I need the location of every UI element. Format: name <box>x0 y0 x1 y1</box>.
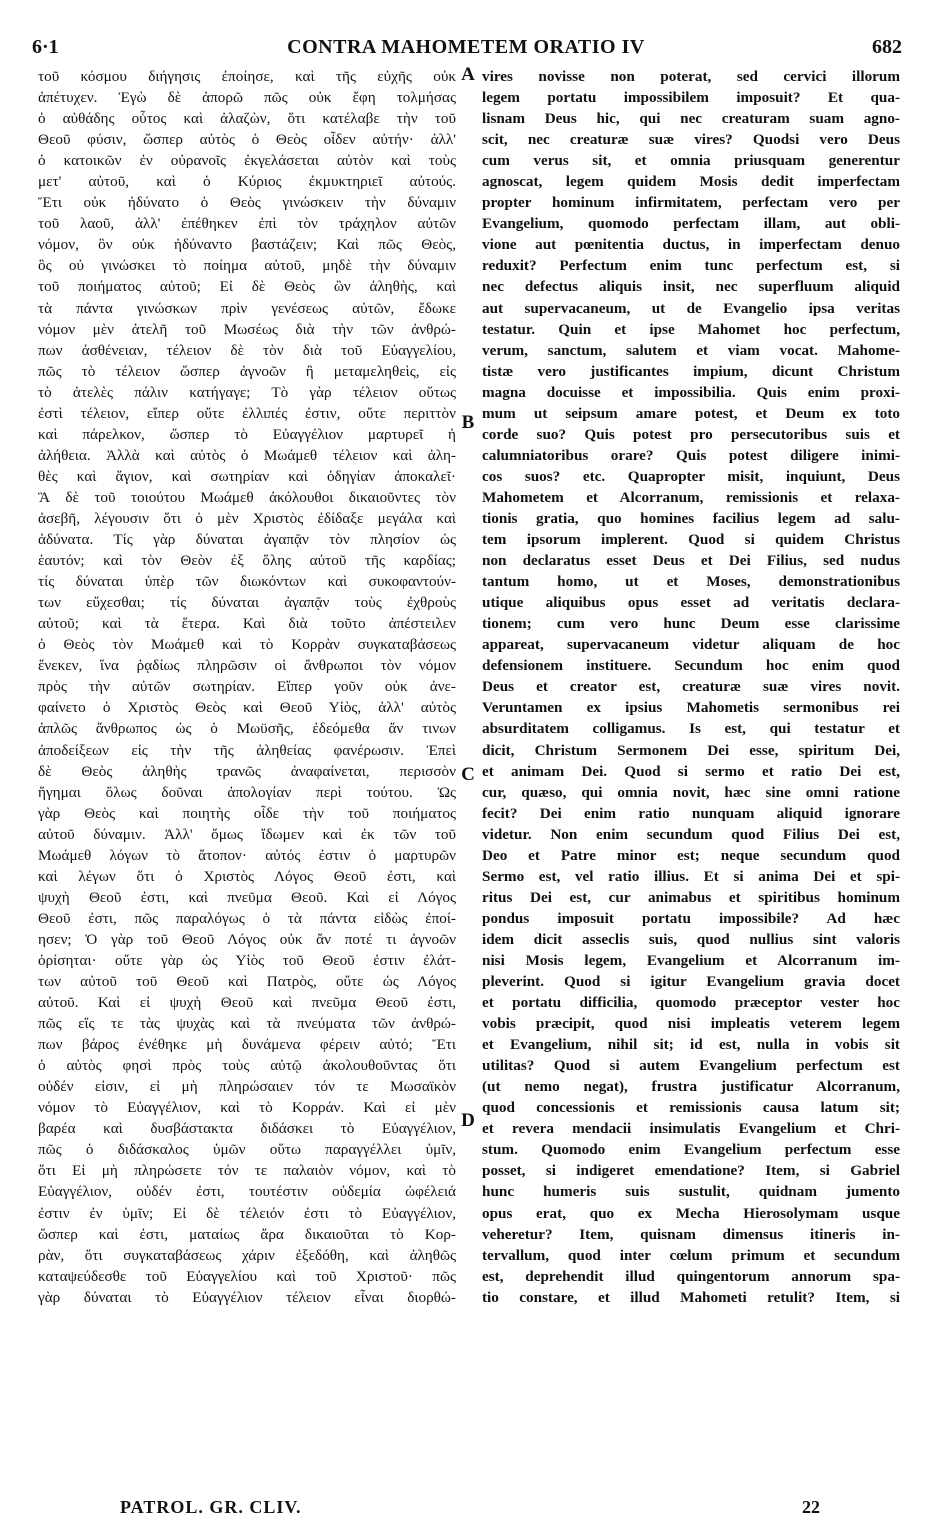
latin-text-line: opus erat, quo ex Mecha Hierosolymam usque <box>482 1204 900 1222</box>
greek-text-line: νόμον, ὃν οὐκ ἠδύναντο βαστάζειν; Καὶ πῶς Θεὸς, <box>38 236 456 254</box>
latin-text-line: mum ut seipsum amare potest, et Deum ex toto <box>482 404 900 422</box>
latin-text-line: Evangelium, quomodo perfectam illam, aut obli- <box>482 215 900 233</box>
greek-text-line: ὁ κατοικῶν ἐν οὐρανοῖς ἐκγελάσεται αὐτὸν καὶ τοὺς <box>38 152 456 170</box>
latin-text-line: videtur. Non enim secundum quod Filius Dei est, <box>482 825 900 843</box>
greek-text-line: ὁρίσηται· οὔτε γὰρ ὡς Υἱὸς τοῦ Θεοῦ ἐστιν ἐλάτ- <box>38 951 456 969</box>
greek-text-line: νόμον μὲν ἀτελῆ τοῦ Μωσέως διὰ τὴν τῶν ἀνθρώ- <box>38 320 456 338</box>
latin-text-line: Sermo est, vel ratio illius. Et si anima Dei et spi- <box>482 867 900 885</box>
latin-text-line: vires novisse non poterat, sed cervici illorum <box>482 68 900 85</box>
footer-series: PATROL. GR. CLIV. <box>120 1497 302 1517</box>
latin-text-line: Veruntamen ex ipsius Mahometis sermonibus rei <box>482 699 900 717</box>
greek-text-line: φαίνετο ὁ Χριστὸς Θεὸς καὶ Θεοῦ Υἱὸς, ἀλλ' αὐτὸς <box>38 699 456 717</box>
greek-text-line: τοῦ κόσμου διήγησις ἐποίησε, καὶ τῆς εὐχῆς οὐκ <box>38 68 456 85</box>
latin-text-column <box>482 66 900 1308</box>
greek-text-line: ἀποδείξεων εἰς τὴν τῆς ἀληθείας φανέρωσιν. Ἐπεὶ <box>38 741 456 759</box>
footer-signature: 22 <box>802 1497 820 1517</box>
latin-text-line: pleverint. Quod si igitur Evangelium gravia docet <box>482 973 900 991</box>
greek-text-line: ψυχὴ Θεοῦ ἐστι, καὶ πνεῦμα Θεοῦ. Καὶ εἰ Λόγος <box>38 888 456 906</box>
latin-text-line: propter hominum infirmitatem, perfectam vero per <box>482 194 900 212</box>
greek-text-line: δὲ Θεὸς ἀληθὴς τρανῶς ἀναφαίνεται, περισσὸν <box>38 762 456 780</box>
latin-text-line: cur, quæso, qui omnia novit, hæc sine omni ratione <box>482 783 900 801</box>
latin-text-line: ritus Dei est, cur animabus et spiritibus hominum <box>482 888 900 906</box>
greek-text-line: τὸ ἀτελὲς πάλιν κατήγαγε; Τὸ γὰρ τέλειον οὕτως <box>38 383 456 401</box>
margin-marker-d: D <box>461 1110 475 1131</box>
greek-text-line: ἀπέτυχεν. Ἐγὼ δὲ ἀπορῶ πῶς οὐκ ἔφη τολμήσας <box>38 89 456 107</box>
margin-marker-b: B <box>461 412 475 433</box>
latin-text-line: et portatu difficilia, quomodo præceptor vester hoc <box>482 994 900 1012</box>
running-title: CONTRA MAHOMETEM ORATIO IV <box>287 36 645 58</box>
greek-text-line: πῶς τὸ τέλειον ὥσπερ ἀγνοῶν ἢ μεταμεληθεὶς, εἰς <box>38 362 456 380</box>
latin-text-line: vione aut pœnitentia ductus, in imperfectam denuo <box>482 236 900 254</box>
greek-text-line: Εὐαγγέλιον, οὐδέν ἐστι, τουτέστιν οὐδεμία ὠφέλειά <box>38 1183 456 1201</box>
greek-text-line: ἀλήθεια. Ἀλλὰ καὶ αὐτὸς ὁ Μωάμεθ τέλειον καὶ ἀλη- <box>38 446 456 464</box>
latin-text-line: tervallum, quod inter cœlum primum et secundum <box>482 1246 900 1264</box>
latin-text-line: calumniatoribus orare? Quis potest diligere inimi- <box>482 446 900 464</box>
greek-text-line: πων ἀσθένειαν, τέλειον δὲ τὸν διὰ τοῦ Εὐαγγελίου, <box>38 341 456 359</box>
greek-text-line: αὐτοῦ. Καὶ εἰ ψυχὴ Θεοῦ καὶ πνεῦμα Θεοῦ ἐστι, <box>38 994 456 1012</box>
margin-marker-a: A <box>461 64 475 85</box>
greek-text-line: ἀσεβῆ, λέγουσιν ὅτι ὁ μὲν Χριστὸς ἐδίδαξε μεγάλα καὶ <box>38 509 456 527</box>
latin-text-line: fecit? Dei enim ratio nunquam aliquid ignorare <box>482 804 900 822</box>
latin-text-line: posset, si indigeret emendatione? Item, si Gabriel <box>482 1162 900 1180</box>
margin-marker-c: C <box>461 764 475 785</box>
greek-text-line: ἐστὶ τέλειον, εἴπερ οὔτε ἐλλιπές ἐστιν, οὔτε περιττὸν <box>38 404 456 422</box>
greek-text-column <box>38 66 456 1308</box>
latin-text-line: nisi Mosis legem, Evangelium et Alcorranum im- <box>482 951 900 969</box>
greek-text-line: πῶς ὁ διδάσκαλος ὑμῶν οὕτω παραγγέλλει ὑμῖν, <box>38 1141 456 1159</box>
latin-text-line: idem dicit asseclis suis, quod nullius sint valoris <box>482 930 900 948</box>
latin-text-line: non declaratus esset Deus et Dei Filius, sed nudus <box>482 552 900 570</box>
greek-text-line: γὰρ δύναται τὸ Εὐαγγέλιον τέλειον εἶναι διορθώ- <box>38 1288 456 1306</box>
latin-text-line: tistæ vero justificantes impium, dicunt Christum <box>482 362 900 380</box>
greek-text-line: ἕνεκεν, ἵνα ῥᾳδίως πληρῶσιν οἱ ἄνθρωποι τὸν νόμον <box>38 657 456 675</box>
greek-text-line: Ἔτι οὐκ ἠδύνατο ὁ Θεὸς γινώσκειν τὴν δύναμιν <box>38 194 456 212</box>
greek-text-line: ἥγημαι ὅλως δοῦναι ἀπολογίαν περὶ τούτου. Ὡς <box>38 783 456 801</box>
greek-text-line: θὲς καὶ ἅγιον, καὶ σωτηρίαν καὶ ὁδηγίαν ἀποκαλεῖ· <box>38 467 456 485</box>
greek-text-line: Θεοῦ ἐστι, πῶς παραλόγως ὁ τὰ πάντα εἰδὼς ἐποί- <box>38 909 456 927</box>
latin-text-line: est, deprehendit illud quingentorum annorum spa- <box>482 1267 900 1285</box>
latin-text-line: vobis præcipit, quod nisi impleatis veterem legem <box>482 1015 900 1033</box>
greek-text-line: ἀδύνατα. Τίς γὰρ δύναται ἀγαπᾷν τὸν πλησίον ὡς <box>38 531 456 549</box>
latin-text-line: appareat, supervacaneum videtur aliquam de hoc <box>482 636 900 654</box>
latin-text-line: tionem; cum vero hunc Deum esse clarissime <box>482 615 900 633</box>
latin-text-line: corde suo? Quis potest pro persecutoribus suis et <box>482 425 900 443</box>
greek-text-line: Ἃ δὲ τοῦ τοιούτου Μωάμεθ ἀκόλουθοι δικαιοῦντες τὸν <box>38 488 456 506</box>
latin-text-line: veheretur? Item, quisnam dimensus itineris in- <box>482 1225 900 1243</box>
greek-text-line: ἐστιν ἐν ὑμῖν; Εἰ δὲ τέλειόν ἐστι τὸ Εὐαγγέλιον, <box>38 1204 456 1222</box>
greek-text-line: αὐτοῦ; καὶ τὰ ἕτερα. Καὶ διὰ τοῦτο ἀπέστειλεν <box>38 615 456 633</box>
latin-text-line: pondus imposuit portatu impossibile? Ad hæc <box>482 909 900 927</box>
latin-text-line: testatur. Quin et ipse Mahomet hoc perfectum, <box>482 320 900 338</box>
greek-text-line: Θεοῦ φύσιν, ὥσπερ αὐτὸς ὁ Θεὸς οἶδεν αὐτήν· ἀλλ' <box>38 131 456 149</box>
greek-text-line: ὁ αὐτὸς φησὶ πρὸς τοὺς αὐτῷ ἀκολουθοῦντας ὅτι <box>38 1057 456 1075</box>
latin-text-line: quod concessionis et remissionis causa latum sit; <box>482 1099 900 1117</box>
latin-text-line: utique aliquibus opus esset ad veritatis declara- <box>482 594 900 612</box>
latin-text-line: lisnam Deus hic, qui nec creaturam suam agno- <box>482 110 900 128</box>
greek-text-line: των εὔχεσθαι; τίς δύναται ἀγαπᾷν τοὺς ἐχθροὺς <box>38 594 456 612</box>
latin-text-line: utilitas? Quod si autem Evangelium perfectum est <box>482 1057 900 1075</box>
latin-text-line: absurditatem colligamus. Is est, qui testatur et <box>482 720 900 738</box>
latin-text-line: (ut nemo negat), frustra justificatur Alcorranum, <box>482 1078 900 1096</box>
latin-text-line: hunc humeris suis sustulit, quidnam jumento <box>482 1183 900 1201</box>
latin-text-line: reduxit? Perfectum enim tunc perfectum est, si <box>482 257 900 275</box>
greek-text-line: ὁ Θεὸς τὸν Μωάμεθ καὶ τὸ Κορρὰν συγκαταβάσεως <box>38 636 456 654</box>
page-number-left: 6·1 <box>32 36 59 58</box>
greek-text-line: μετ' αὐτοῦ, καὶ ὁ Κύριος ἐκμυκτηριεῖ αὐτούς. <box>38 173 456 191</box>
greek-text-line: καὶ πάρελκον, ὥσπερ τὸ Εὐαγγέλιον μαρτυρεῖ ἡ <box>38 425 456 443</box>
greek-text-line: ρὰν, ὅτι συγκαταβάσεως χάριν ἐξεδόθη, καὶ ἀληθῶς <box>38 1246 456 1264</box>
greek-text-line: των αὐτοῦ τοῦ Θεοῦ καὶ Πατρὸς, οὔτε ὡς Λόγος <box>38 973 456 991</box>
greek-text-line: ὃς οὐ γινώσκει τὸ ποίημα αὐτοῦ, μηδὲ τὴν δύναμιν <box>38 257 456 275</box>
greek-text-line: τὰ πάντα γινώσκων πρὶν γενέσεως αὐτῶν, ἔδωκε <box>38 299 456 317</box>
latin-text-line: tantum homo, ut et Moses, demonstrationibus <box>482 573 900 591</box>
greek-text-line: ἁπλῶς ἄνθρωπος ὡς ὁ Μωϋσῆς, ἐδεόμεθα ἄν τινων <box>38 720 456 738</box>
greek-text-line: αὐτοῦ δύναμιν. Ἀλλ' ὅμως ἴδωμεν καὶ ἐκ τῶν τοῦ <box>38 825 456 843</box>
latin-text-line: et Evangelium, nihil sit; id est, nulla in vobis sit <box>482 1036 900 1054</box>
latin-text-line: cum verus sit, et omnia priusquam generentur <box>482 152 900 170</box>
latin-text-line: legem portatu impossibilem imposuit? Et qua- <box>482 89 900 107</box>
latin-text-line: magna docuisse et impossibilia. Quis enim proxi- <box>482 383 900 401</box>
greek-text-line: καταψεύδεσθε τοῦ Εὐαγγελίου καὶ τοῦ Χριστοῦ· πῶς <box>38 1267 456 1285</box>
latin-text-line: et animam Dei. Quod si sermo et ratio Dei est, <box>482 762 900 780</box>
latin-text-line: stum. Quomodo enim Evangelium perfectum esse <box>482 1141 900 1159</box>
greek-text-line: Μωάμεθ λόγων τὸ ἄτοπον· αὐτός ἐστιν ὁ μαρτυρῶν <box>38 846 456 864</box>
greek-text-line: νόμον τὸ Εὐαγγέλιον, καὶ τὸ Κορράν. Καὶ εἰ μὲν <box>38 1099 456 1117</box>
latin-text-line: cos suos? etc. Quapropter misit, inquiunt, Deus <box>482 467 900 485</box>
greek-text-line: τίς δύναται ὑπὲρ τῶν διωκόντων καὶ συκοφαντούν- <box>38 573 456 591</box>
latin-text-line: Deo et Patre minor est; neque secundum quod <box>482 846 900 864</box>
latin-text-line: dicit, Christum Sermonem Dei esse, spiritum Dei, <box>482 741 900 759</box>
greek-text-line: οὐδέν εἰσιν, εἰ μὴ πληρώσαιεν τόν τε Μωσαϊκὸν <box>38 1078 456 1096</box>
greek-text-line: πων βάρος ἐνέθηκε μὴ δυνάμενα φέρειν αὐτό; Ἔτι <box>38 1036 456 1054</box>
greek-text-line: γὰρ Θεὸς καὶ ποιητὴς οἶδε τὴν τοῦ ποιήματος <box>38 804 456 822</box>
greek-text-line: ὅτι Εἰ μὴ πληρώσετε τόν τε παλαιὸν νόμον, καὶ τὸ <box>38 1162 456 1180</box>
greek-text-line: πρὸς τὴν αὐτῶν σωτηρίαν. Εἴπερ γοῦν οὐκ ἀνε- <box>38 678 456 696</box>
latin-text-line: aut supervacaneum, ut de Evangelio ipsa veritas <box>482 299 900 317</box>
page-number-right: 682 <box>872 36 902 58</box>
greek-text-line: πῶς εἴς τε τὰς ψυχὰς καὶ τὰ πνεύματα τῶν ἀνθρώ- <box>38 1015 456 1033</box>
greek-text-line: ὁ αὐθάδης οὗτος καὶ ἀλαζὼν, ὅτι κατέλαβε τὴν τοῦ <box>38 110 456 128</box>
latin-text-line: defensionem instituere. Secundum hoc enim quod <box>482 657 900 675</box>
latin-text-line: agnoscat, legem quidem Mosis dedit imperfectam <box>482 173 900 191</box>
latin-text-line: Mahometem et Alcorranum, remissionis et relaxa- <box>482 488 900 506</box>
latin-text-line: tio constare, et illud Mahometi retulit? Item, si <box>482 1288 900 1306</box>
greek-text-line: καὶ λέγων ὅτι ὁ Χριστὸς Λόγος Θεοῦ ἐστι, καὶ <box>38 867 456 885</box>
greek-text-line: τοῦ ποιήματος αὐτοῦ; Εἰ δὲ Θεὸς ὢν ἀληθὴς, καὶ <box>38 278 456 296</box>
latin-text-line: scit, nec creaturæ suæ vires? Quodsi vero Deus <box>482 131 900 149</box>
latin-text-line: Deus et creator est, creaturæ suæ vires novit. <box>482 678 900 696</box>
latin-text-line: nec defectus aliquis insit, nec superfluum aliquid <box>482 278 900 296</box>
latin-text-line: verum, sanctum, salutem et viam vocat. Mahome- <box>482 341 900 359</box>
latin-text-line: tionis gratia, quo homines facilius legem ad salu- <box>482 509 900 527</box>
greek-text-line: ησεν; Ὁ γὰρ τοῦ Θεοῦ Λόγος οὐκ ἄν ποτέ τι ἀγνοῶν <box>38 930 456 948</box>
latin-text-line: tem ipsorum implerent. Quod si quidem Christus <box>482 531 900 549</box>
greek-text-line: τοῦ λαοῦ, ἀλλ' ἐπέθηκεν ἐπὶ τὸν τράχηλον αὐτῶν <box>38 215 456 233</box>
greek-text-line: ὥσπερ καὶ ἐστι, ματαίως ἄρα δικαιοῦται τὸ Κορ- <box>38 1225 456 1243</box>
latin-text-line: et revera mendacii insimulatis Evangelium et Chri- <box>482 1120 900 1138</box>
greek-text-line: βαρέα καὶ δυσβάστακτα διδάσκει τὸ Εὐαγγέλιον, <box>38 1120 456 1138</box>
greek-text-line: ἑαυτόν; καὶ τὸν Θεὸν ἐξ ὅλης αὐτοῦ τῆς καρδίας; <box>38 552 456 570</box>
